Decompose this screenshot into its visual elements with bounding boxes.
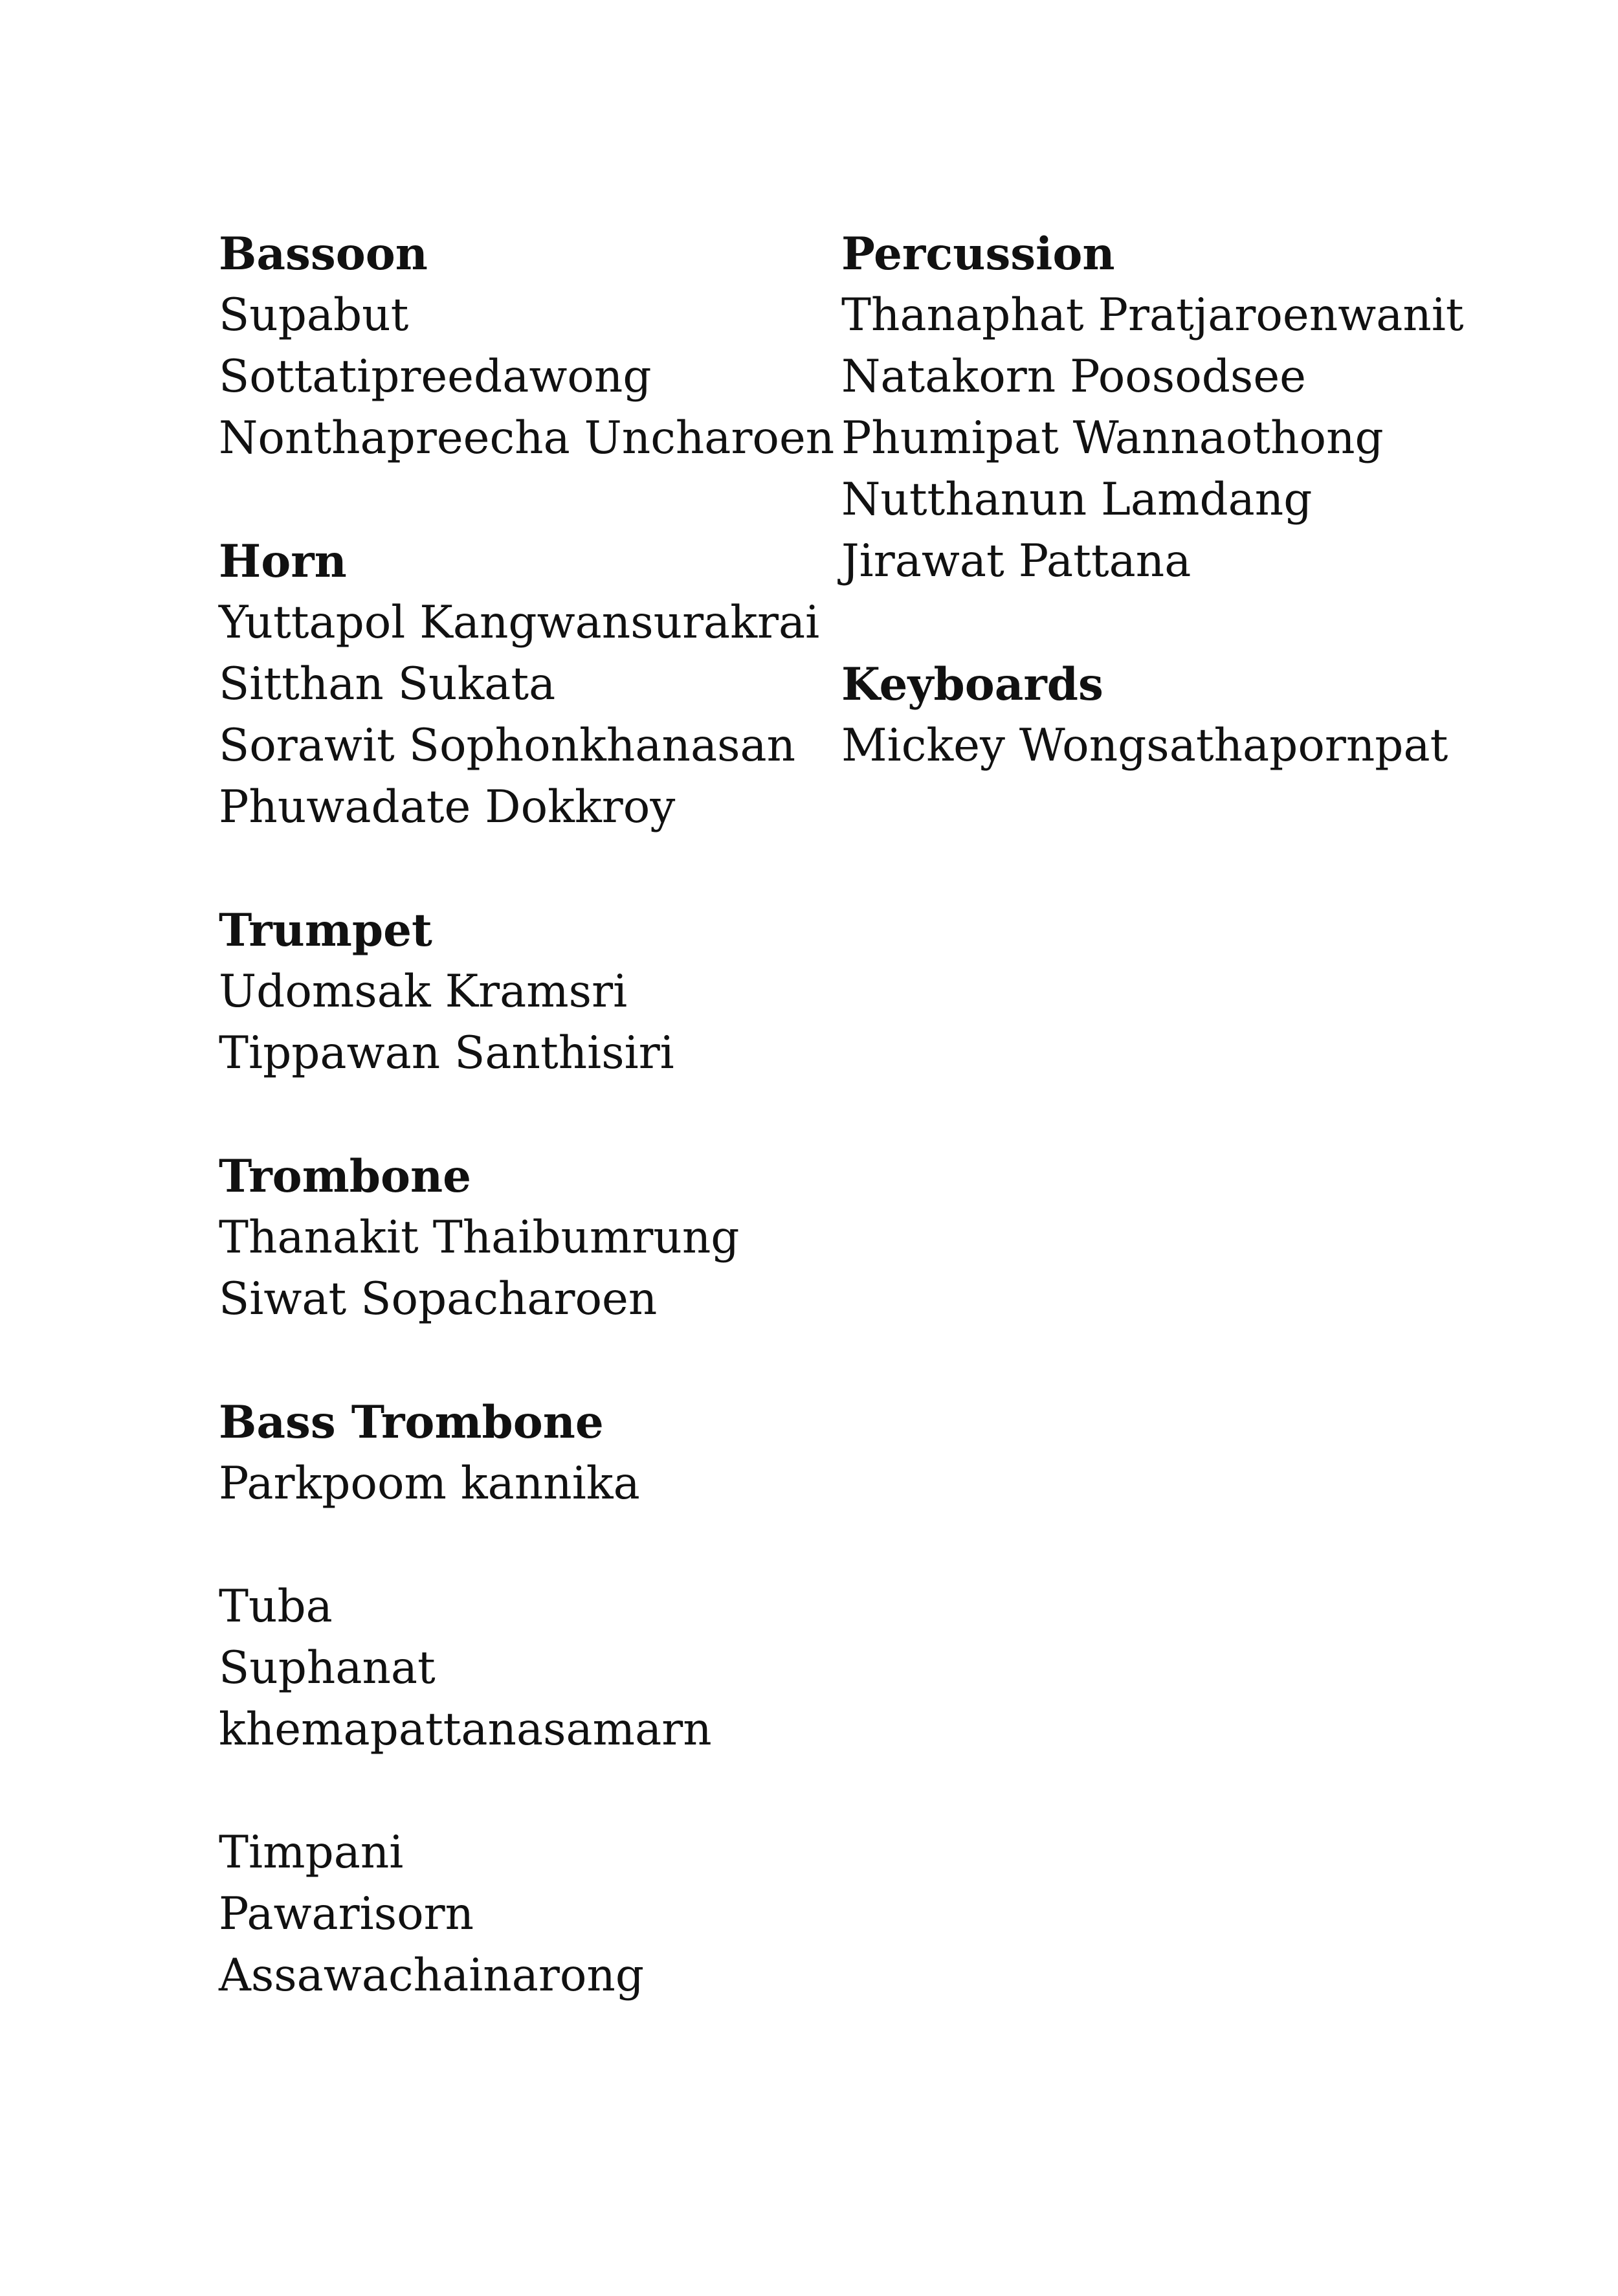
performer-name: Thanakit Thaibumrung <box>219 1212 740 1264</box>
section-heading: Horn <box>219 535 347 588</box>
section-heading: Trumpet <box>219 904 432 957</box>
performer-name: Phumipat Wannaothong <box>841 412 1384 464</box>
performer-name: Pawarisorn <box>219 1888 474 1940</box>
section-trombone <box>219 1146 840 1330</box>
performer-name: Suphanat <box>219 1642 436 1694</box>
performer-name: Sitthan Sukata <box>219 658 556 710</box>
section-keyboards <box>841 654 1586 777</box>
section-heading: Timpani <box>219 1827 404 1878</box>
performer-name: Jirawat Pattana <box>841 535 1191 587</box>
performer-name: Nonthapreecha Uncharoen <box>219 412 835 464</box>
section-bass-trombone <box>219 1392 840 1515</box>
section-bassoon <box>219 223 840 469</box>
left-column <box>219 223 840 2068</box>
performer-name: Parkpoom kannika <box>219 1458 640 1510</box>
performer-name: Thanaphat Pratjaroenwanit <box>841 289 1464 341</box>
performer-name: Assawachainarong <box>219 1950 644 2001</box>
performer-name: Udomsak Kramsri <box>219 966 628 1018</box>
performer-name: Tippawan Santhisiri <box>219 1027 674 1079</box>
section-heading: Tuba <box>219 1581 333 1633</box>
performer-name: Supabut <box>219 289 409 341</box>
section-tuba <box>219 1576 840 1761</box>
section-heading: Bassoon <box>219 228 428 280</box>
performer-name: Sottatipreedawong <box>219 351 652 403</box>
section-heading: Keyboards <box>841 658 1103 711</box>
section-heading: Bass Trombone <box>219 1396 604 1449</box>
section-heading: Trombone <box>219 1150 472 1203</box>
performer-name: Siwat Sopacharoen <box>219 1273 658 1325</box>
performer-name: Mickey Wongsathapornpat <box>841 720 1448 772</box>
performer-name: Yuttapol Kangwansurakrai <box>219 597 820 649</box>
performer-name: Nutthanun Lamdang <box>841 474 1313 526</box>
section-percussion <box>841 223 1586 592</box>
section-horn <box>219 531 840 838</box>
performer-name: khemapattanasamarn <box>219 1704 712 1755</box>
performer-name: Natakorn Poosodsee <box>841 351 1306 403</box>
section-heading: Percussion <box>841 228 1115 280</box>
performer-name: Phuwadate Dokkroy <box>219 781 676 833</box>
section-trumpet <box>219 900 840 1084</box>
performer-name: Sorawit Sophonkhanasan <box>219 720 796 772</box>
right-column <box>841 223 1586 838</box>
section-timpani <box>219 1822 840 2007</box>
